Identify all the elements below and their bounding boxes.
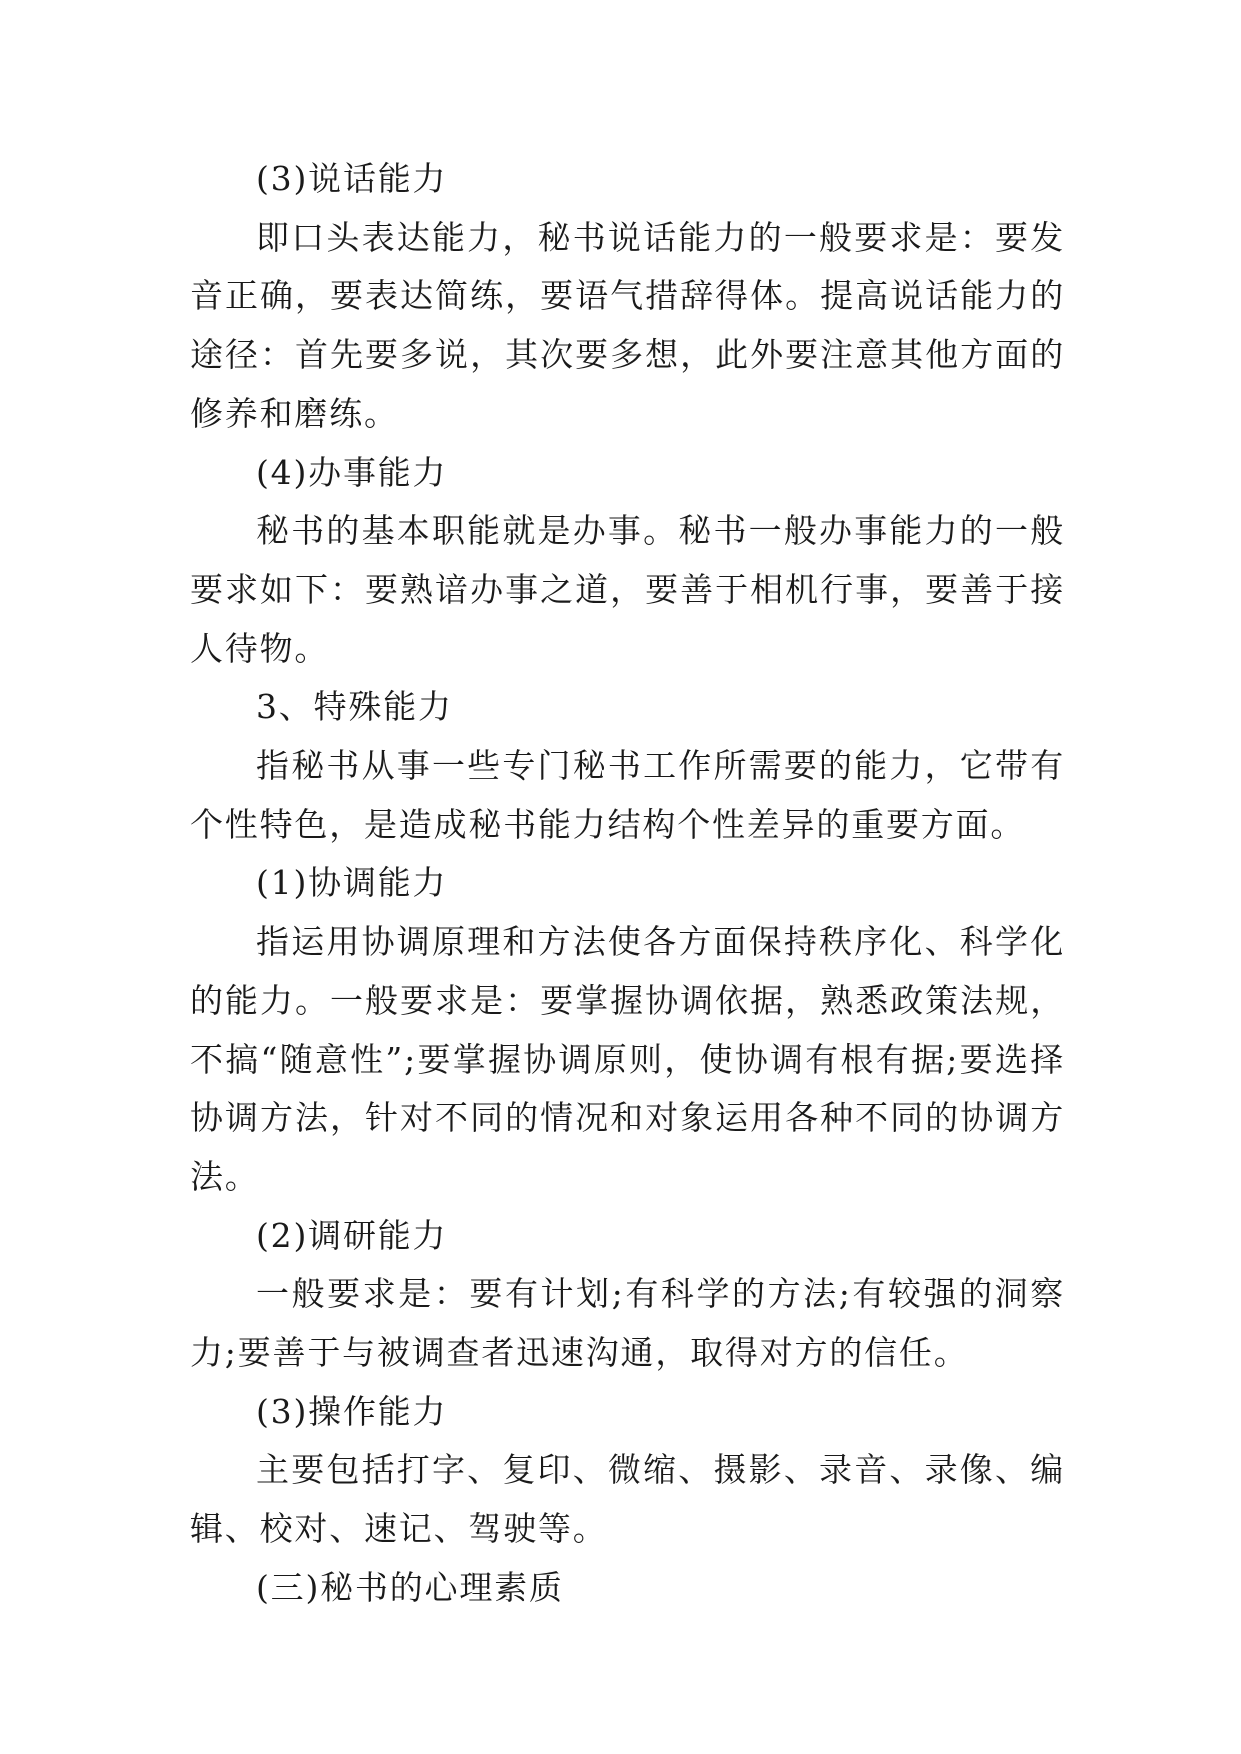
paragraph-operation-ability: 主要包括打字、复印、微缩、摄影、录音、录像、编辑、校对、速记、驾驶等。 xyxy=(190,1450,1065,1549)
heading-speaking-ability: (3)说话能力 xyxy=(256,159,448,198)
paragraph-speaking-ability: 即口头表达能力，秘书说话能力的一般要求是：要发音正确，要表达简练，要语气措辞得体。提高说话能力的途径：首先要多说，其次要多想，此外要注意其他方面的修养和磨练。 xyxy=(190,217,1065,433)
heading-special-ability: 3、特殊能力 xyxy=(256,687,453,727)
paragraph-research-ability: 一般要求是：要有计划;有科学的方法;有较强的洞察力;要善于与被调查者迅速沟通，取得对方的信任。 xyxy=(190,1274,1065,1373)
paragraph-handling-ability: 秘书的基本职能就是办事。秘书一般办事能力的一般要求如下：要熟谙办事之道，要善于相机行事，要善于接人待物。 xyxy=(190,511,1065,668)
heading-handling-ability: (4)办事能力 xyxy=(256,452,448,492)
heading-psychological-quality: (三)秘书的心理素质 xyxy=(256,1567,564,1607)
document-body xyxy=(190,150,1065,1618)
heading-research-ability: (2)调研能力 xyxy=(256,1215,448,1255)
heading-coordination-ability: (1)协调能力 xyxy=(256,863,448,903)
heading-operation-ability: (3)操作能力 xyxy=(256,1391,448,1431)
paragraph-special-ability: 指秘书从事一些专门秘书工作所需要的能力，它带有个性特色，是造成秘书能力结构个性差异的重要方面。 xyxy=(190,746,1065,844)
paragraph-coordination-ability: 指运用协调原理和方法使各方面保持秩序化、科学化的能力。一般要求是：要掌握协调依据，熟悉政策法规，不搞“随意性”;要掌握协调原则，使协调有根有据;要选择协调方法，针对不同的情况和对象运用各种不同的协调方法。 xyxy=(190,922,1065,1196)
